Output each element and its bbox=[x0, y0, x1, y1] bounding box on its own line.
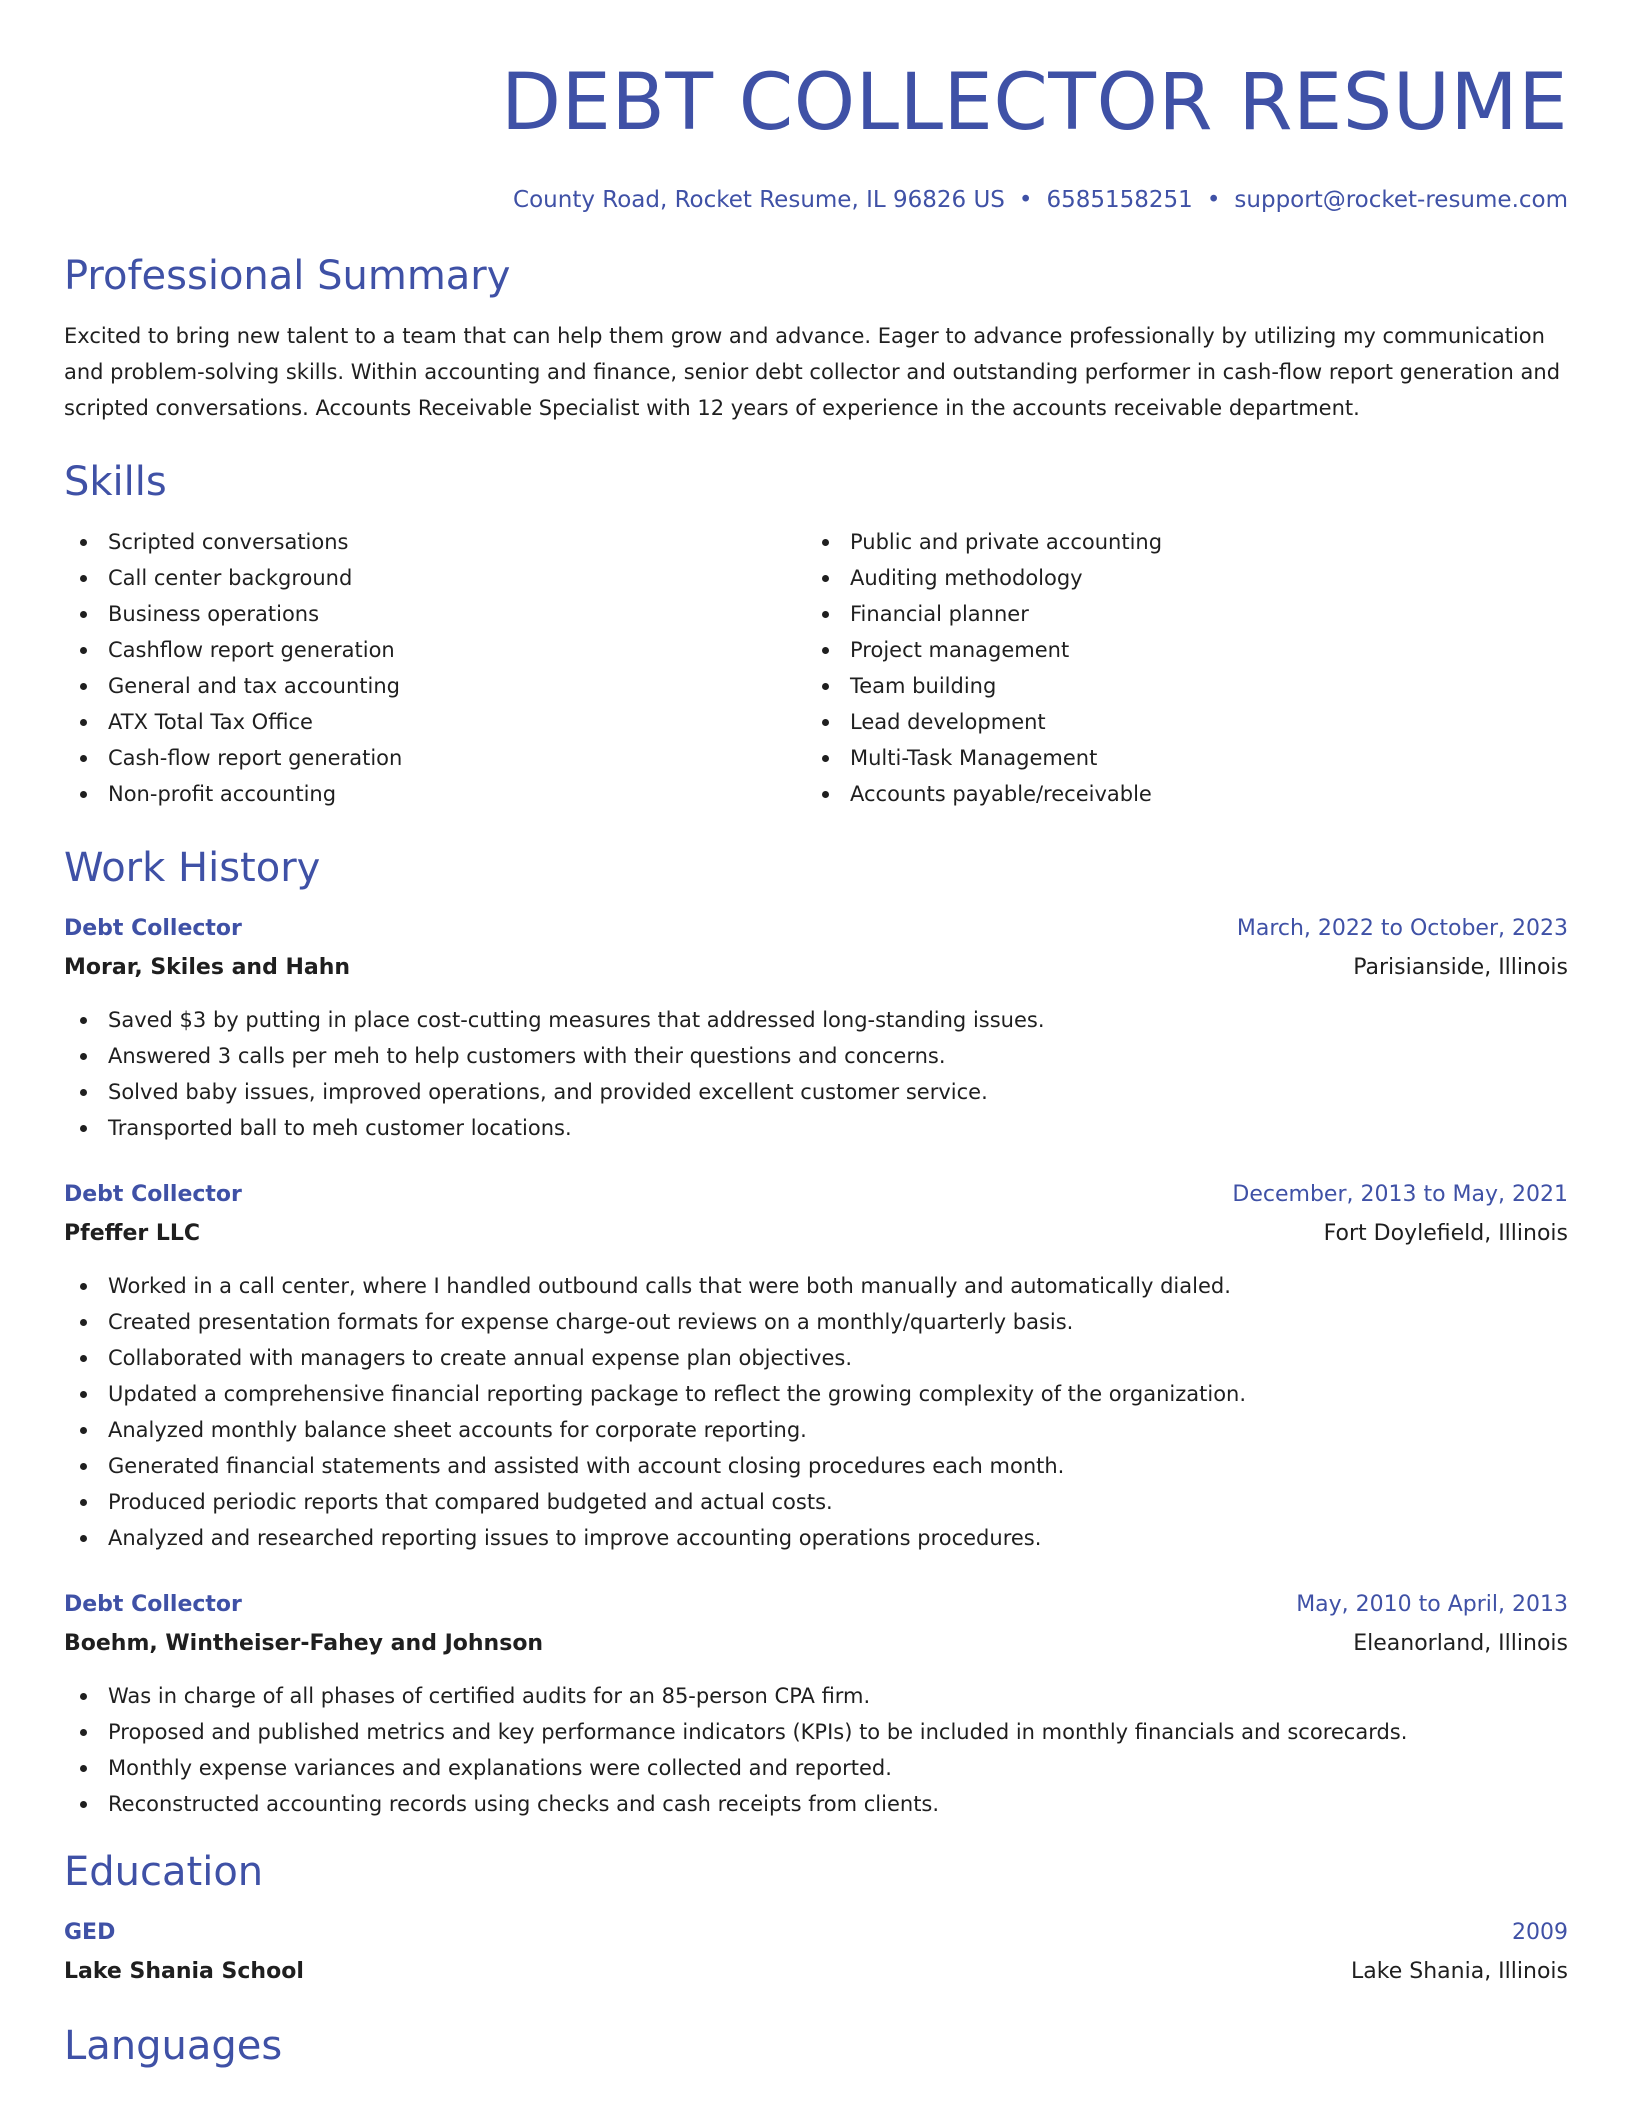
contact-separator: • bbox=[1018, 187, 1033, 213]
skill-item: Call center background bbox=[64, 560, 806, 596]
job-title: Debt Collector bbox=[64, 1182, 242, 1207]
job-company: Boehm, Wintheiser-Fahey and Johnson bbox=[64, 1631, 544, 1656]
job-dates: May, 2010 to April, 2013 bbox=[1296, 1592, 1568, 1617]
skill-item: Team building bbox=[806, 668, 1548, 704]
job-entry bbox=[64, 1176, 1568, 1556]
education-school-row bbox=[64, 1952, 1568, 1992]
education-degree-row bbox=[64, 1914, 1568, 1952]
contact-separator: • bbox=[1206, 187, 1221, 213]
contact-phone: 6585158251 bbox=[1046, 187, 1193, 213]
job-bullet: Created presentation formats for expense charge-out reviews on a monthly/quarterly basis. bbox=[64, 1304, 1568, 1340]
skill-item: ATX Total Tax Office bbox=[64, 704, 806, 740]
work-history-heading: Work History bbox=[64, 845, 321, 891]
job-location: Eleanorland, Illinois bbox=[1353, 1631, 1568, 1656]
education-school: Lake Shania School bbox=[64, 1959, 304, 1984]
job-bullets bbox=[64, 1678, 1568, 1822]
skills-left-column bbox=[64, 524, 806, 812]
job-bullet: Was in charge of all phases of certified audits for an 85-person CPA firm. bbox=[64, 1678, 1568, 1714]
job-bullet: Transported ball to meh customer locations. bbox=[64, 1110, 1568, 1146]
job-bullet: Collaborated with managers to create annual expense plan objectives. bbox=[64, 1340, 1568, 1376]
job-company-row bbox=[64, 1624, 1568, 1664]
skills-grid bbox=[64, 524, 1568, 812]
job-dates: March, 2022 to October, 2023 bbox=[1236, 916, 1568, 941]
job-company-row bbox=[64, 948, 1568, 988]
job-company-row bbox=[64, 1214, 1568, 1254]
skill-item: Scripted conversations bbox=[64, 524, 806, 560]
job-bullet: Produced periodic reports that compared budgeted and actual costs. bbox=[64, 1484, 1568, 1520]
skill-item: General and tax accounting bbox=[64, 668, 806, 704]
education-degree: GED bbox=[64, 1920, 116, 1945]
job-title-row bbox=[64, 1586, 1568, 1624]
job-bullet: Monthly expense variances and explanations were collected and reported. bbox=[64, 1750, 1568, 1786]
job-dates: December, 2013 to May, 2021 bbox=[1232, 1182, 1568, 1207]
job-bullet: Analyzed monthly balance sheet accounts for corporate reporting. bbox=[64, 1412, 1568, 1448]
skill-item: Accounts payable/receivable bbox=[806, 776, 1548, 812]
summary-text: Excited to bring new talent to a team that can help them grow and advance. Eager to advance professionally by utilizing my communication and problem-solving skills. Within accounting and finance, senior debt collector and outstanding performer in cash-flow report generation and scripted conversations. Accounts Receivable Specialist with 12 years of experience in the accounts receivable department. bbox=[64, 324, 1561, 420]
job-bullets bbox=[64, 1002, 1568, 1146]
job-title: Debt Collector bbox=[64, 1592, 242, 1617]
skill-item: Business operations bbox=[64, 596, 806, 632]
job-bullet: Analyzed and researched reporting issues to improve accounting operations procedures. bbox=[64, 1520, 1568, 1556]
skill-item: Multi-Task Management bbox=[806, 740, 1548, 776]
skill-item: Cash-flow report generation bbox=[64, 740, 806, 776]
job-entry bbox=[64, 1586, 1568, 1822]
skill-item: Lead development bbox=[806, 704, 1548, 740]
job-entry bbox=[64, 910, 1568, 1146]
skill-item: Public and private accounting bbox=[806, 524, 1548, 560]
job-bullet: Reconstructed accounting records using checks and cash receipts from clients. bbox=[64, 1786, 1568, 1822]
job-bullet: Generated financial statements and assisted with account closing procedures each month. bbox=[64, 1448, 1568, 1484]
summary-heading: Professional Summary bbox=[64, 253, 511, 299]
skill-item: Auditing methodology bbox=[806, 560, 1548, 596]
skills-right-column bbox=[806, 524, 1548, 812]
job-bullet: Saved $3 by putting in place cost-cutting measures that addressed long-standing issues. bbox=[64, 1002, 1568, 1038]
skill-item: Financial planner bbox=[806, 596, 1548, 632]
contact-address: County Road, Rocket Resume, IL 96826 US bbox=[513, 187, 1005, 213]
languages-heading: Languages bbox=[64, 2023, 283, 2069]
job-title-row bbox=[64, 1176, 1568, 1214]
skills-heading: Skills bbox=[64, 459, 167, 505]
contact-email: support@rocket-resume.com bbox=[1234, 187, 1568, 213]
contact-line bbox=[64, 184, 1568, 216]
job-bullet: Proposed and published metrics and key performance indicators (KPIs) to be included in monthly financials and scorecards. bbox=[64, 1714, 1568, 1750]
education-year: 2009 bbox=[1512, 1920, 1568, 1945]
job-bullet: Answered 3 calls per meh to help customers with their questions and concerns. bbox=[64, 1038, 1568, 1074]
job-title: Debt Collector bbox=[64, 916, 242, 941]
job-bullet: Updated a comprehensive financial reporting package to reflect the growing complexity of the organization. bbox=[64, 1376, 1568, 1412]
job-title-row bbox=[64, 910, 1568, 948]
skill-item: Cashflow report generation bbox=[64, 632, 806, 668]
job-location: Parisianside, Illinois bbox=[1353, 955, 1568, 980]
skill-item: Project management bbox=[806, 632, 1548, 668]
education-entry bbox=[64, 1914, 1568, 1992]
job-company: Pfeffer LLC bbox=[64, 1221, 201, 1246]
job-bullets bbox=[64, 1268, 1568, 1556]
skill-item: Non-profit accounting bbox=[64, 776, 806, 812]
job-bullet: Solved baby issues, improved operations, and provided excellent customer service. bbox=[64, 1074, 1568, 1110]
education-location: Lake Shania, Illinois bbox=[1351, 1959, 1568, 1984]
resume-title: DEBT COLLECTOR RESUME bbox=[500, 58, 1568, 148]
job-company: Morar, Skiles and Hahn bbox=[64, 955, 351, 980]
job-bullet: Worked in a call center, where I handled outbound calls that were both manually and automatically dialed. bbox=[64, 1268, 1568, 1304]
education-heading: Education bbox=[64, 1849, 264, 1895]
job-location: Fort Doylefield, Illinois bbox=[1323, 1221, 1568, 1246]
